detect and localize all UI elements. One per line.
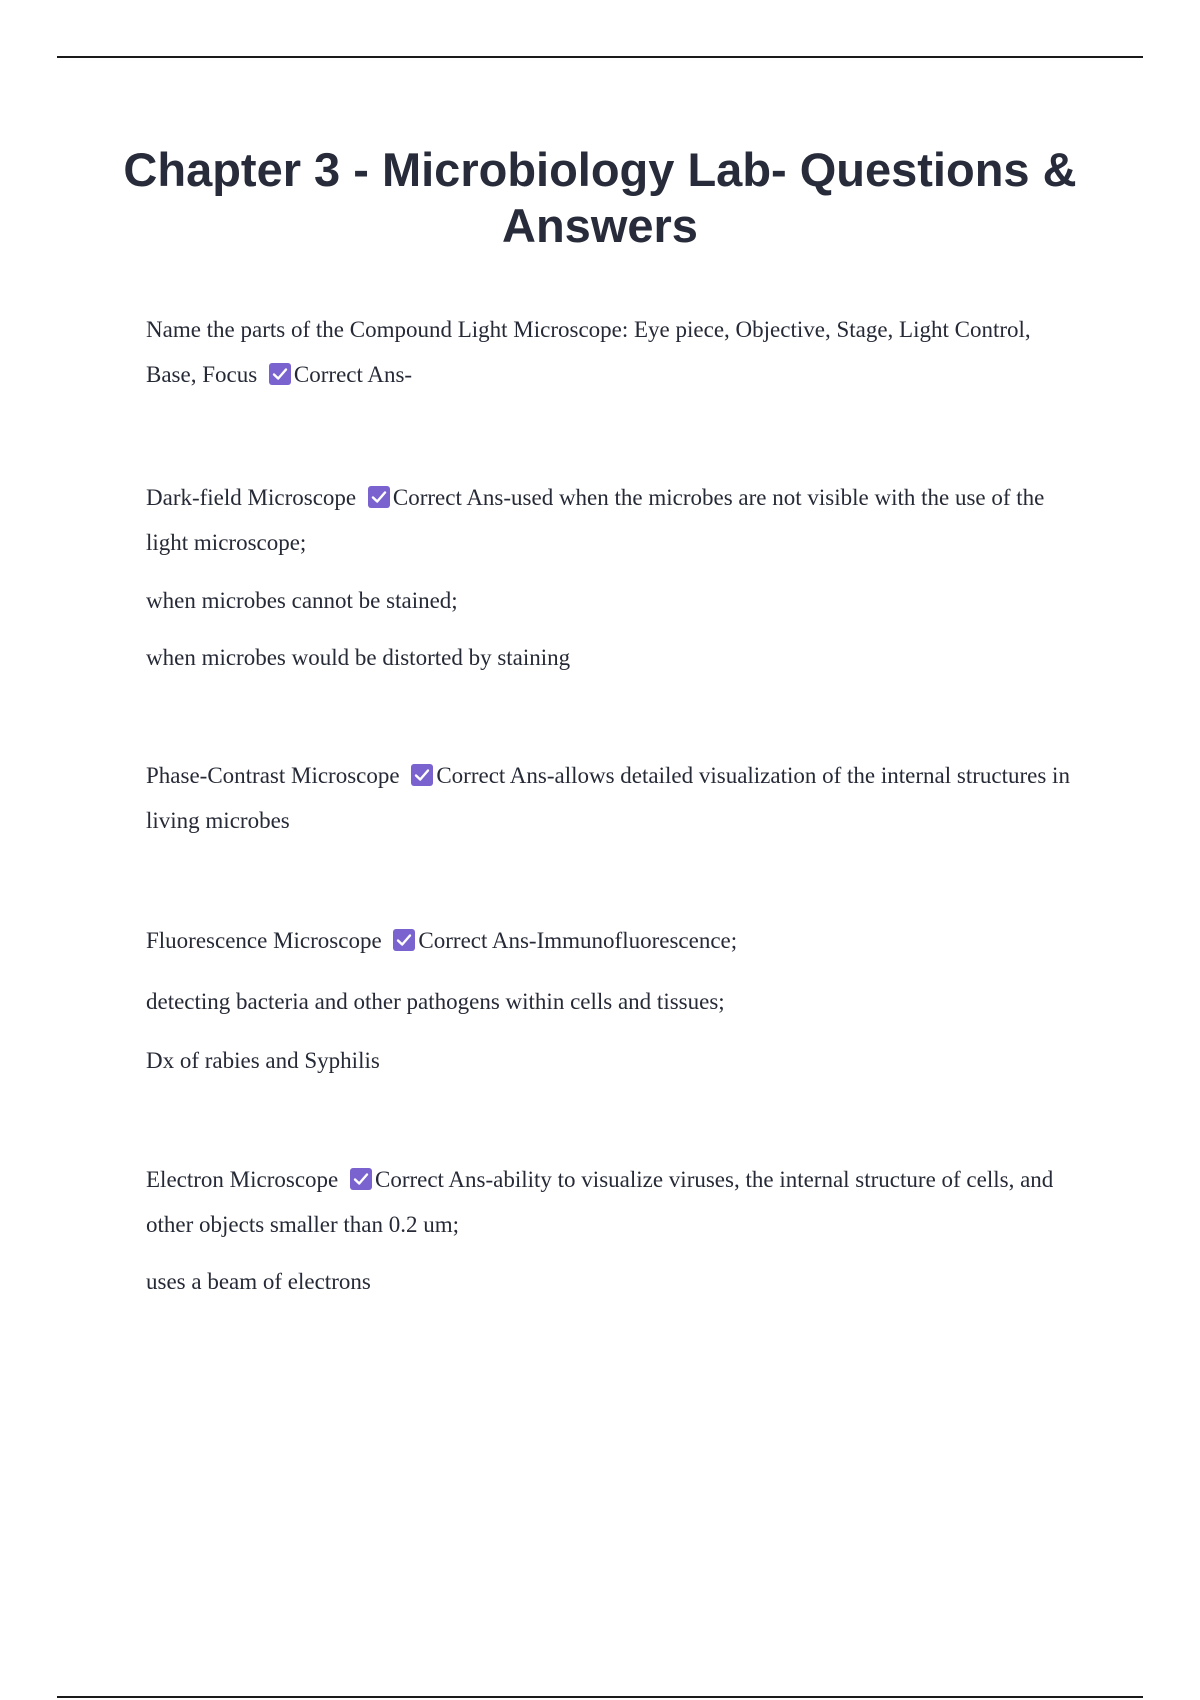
qa-item — [146, 475, 1086, 565]
answer-extra-line: when microbes would be distorted by staining — [146, 645, 571, 670]
answer-text: Correct Ans- — [293, 362, 413, 387]
question-text: Name the parts of the Compound Light Microscope: Eye piece, Objective, Stage, Light Control, Base, Focus — [146, 317, 1031, 387]
question-text: Fluorescence Microscope — [146, 928, 382, 953]
question-text: Dark-field Microscope — [146, 485, 357, 510]
answer-extra-line: Dx of rabies and Syphilis — [146, 1048, 380, 1073]
check-box-icon — [269, 363, 291, 385]
answer-text: Correct Ans-used when the microbes are not visible with the use of the light microscope; — [146, 485, 1045, 555]
answer-text: Correct Ans-ability to visualize viruses, the internal structure of cells, and other objects smaller than 0.2 um; — [146, 1167, 1054, 1237]
check-box-icon — [393, 929, 415, 951]
document-title: Chapter 3 - Microbiology Lab- Questions & Answers — [123, 143, 1077, 252]
qa-item — [146, 307, 1086, 397]
top-rule — [57, 56, 1143, 58]
question-text: Electron Microscope — [146, 1167, 339, 1192]
check-box-icon — [350, 1168, 372, 1190]
answer-text: Correct Ans-allows detailed visualization of the internal structures in living microbes — [146, 763, 1070, 833]
bottom-rule — [57, 1696, 1143, 1698]
check-box-icon — [368, 486, 390, 508]
answer-extra-line: uses a beam of electrons — [146, 1269, 371, 1294]
answer-text: Correct Ans-Immunofluorescence; — [418, 928, 738, 953]
qa-item — [146, 1157, 1086, 1247]
question-text: Phase-Contrast Microscope — [146, 763, 400, 788]
check-box-icon — [411, 764, 433, 786]
answer-extra-line: detecting bacteria and other pathogens within cells and tissues; — [146, 989, 725, 1014]
qa-item — [146, 753, 1086, 843]
answer-extra-line: when microbes cannot be stained; — [146, 588, 458, 613]
qa-item — [146, 918, 1086, 963]
